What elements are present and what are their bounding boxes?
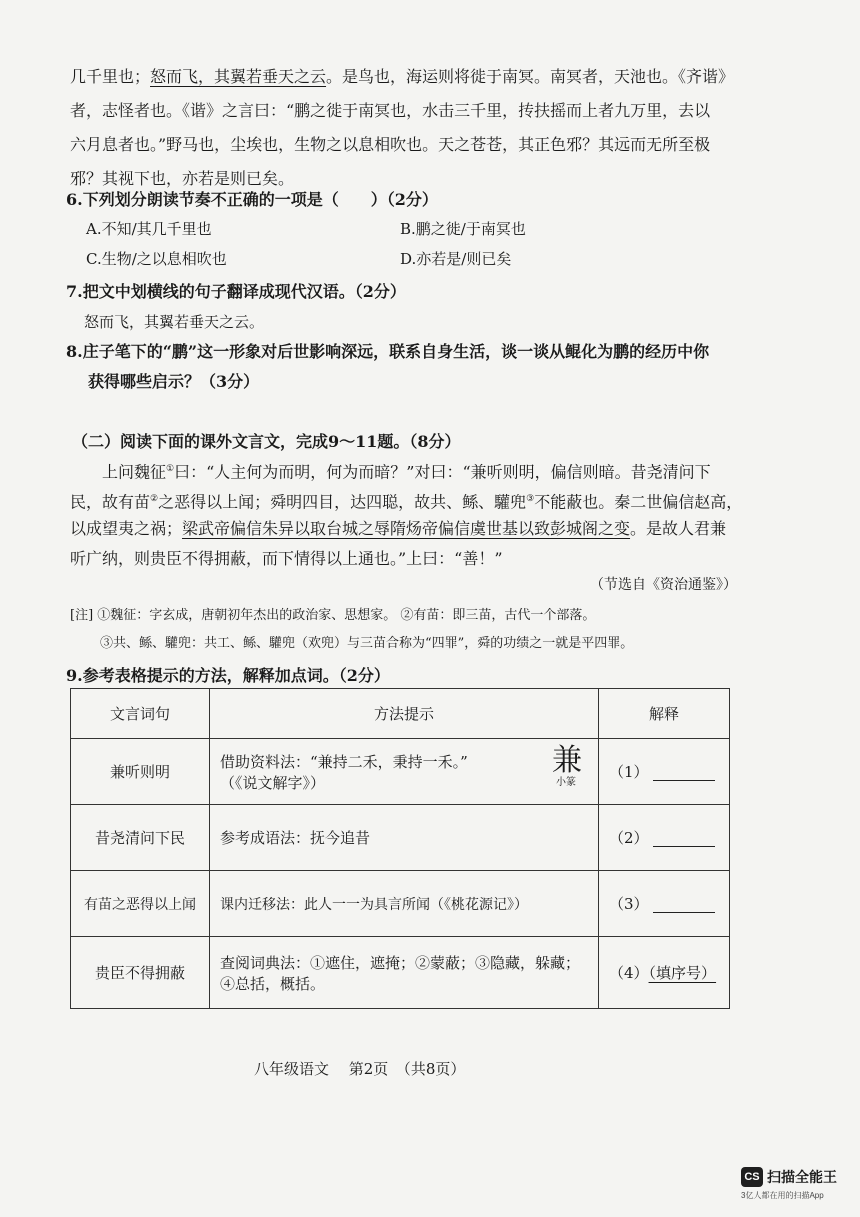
term-cell: 昔尧清问下民 <box>71 805 210 871</box>
question-7-stem: 7.把文中划横线的句子翻译成现代汉语。（2分） <box>66 282 406 301</box>
method-table <box>70 688 730 1009</box>
section2-line-3 <box>70 514 800 544</box>
page-footer: 八年级语文 第2页 （共8页） <box>254 1060 466 1078</box>
question-8-line-2: 获得哪些启示？（3分） <box>88 372 260 391</box>
q6-option-b: B.鹏之徙/于南冥也 <box>400 220 526 238</box>
footnote-1: [注] ①魏征：字玄成，唐朝初年杰出的政治家、思想家。 ②有苗：即三苗，古代一个部落。 <box>70 608 596 623</box>
passage-line-4: 邪？其视下也，亦若是则已矣。 <box>70 169 295 188</box>
source-citation: （节选自《资治通鉴》） <box>590 577 737 593</box>
q6-option-a: A.不知/其几千里也 <box>86 220 212 238</box>
answer-cell <box>599 805 730 871</box>
term-cell: 兼听则明 <box>71 739 210 805</box>
section2-line-1 <box>102 454 802 487</box>
hint-cell <box>210 739 599 805</box>
question-9-stem: 9.参考表格提示的方法，解释加点词。（2分） <box>66 666 390 685</box>
table-header-row <box>71 689 730 739</box>
term-cell: 贵臣不得拥蔽 <box>71 937 210 1009</box>
header-method: 方法提示 <box>210 689 599 739</box>
question-8-line-1: 8.庄子笔下的“鹏”这一形象对后世影响深远，联系自身生活，谈一谈从鲲化为鹏的经历中你 <box>66 342 710 361</box>
footnote-mark: ② <box>150 494 159 504</box>
seal-script-image <box>552 745 580 789</box>
hint-cell <box>210 937 599 1009</box>
text: 。是故人君兼 <box>630 519 727 538</box>
hint-text-2: ④总括，概括。 <box>220 974 326 993</box>
question-6-stem: 6.下列划分朗读节奏不正确的一项是（ ）（2分） <box>66 190 438 209</box>
term-cell: 有苗之恶得以上闻 <box>71 871 210 937</box>
text: 曰：“人主何为而明，何为而暗？”对曰：“兼听则明，偏信则暗。昔尧清问下 <box>174 462 711 482</box>
footnote-mark: ③ <box>526 494 535 504</box>
hint-text: 借助资料法：“兼持二禾，秉持一禾。” <box>220 752 468 771</box>
q6-option-d: D.亦若是/则已矣 <box>400 250 512 268</box>
section2-line-2 <box>70 484 800 517</box>
table-row <box>71 871 730 937</box>
hint-cell: 课内迁移法：此人一一为具言所闻（《桃花源记》） <box>210 871 599 937</box>
answer-hint[interactable]: （填序号） <box>648 964 717 982</box>
text: 之恶得以上闻；舜明四目，达四聪，故共、鲧、驩兜 <box>158 492 527 512</box>
cs-logo-icon: CS <box>741 1167 763 1187</box>
answer-cell <box>599 937 730 1009</box>
hint-cell: 参考成语法：抚今追昔 <box>210 805 599 871</box>
answer-cell <box>599 739 730 805</box>
footnote-mark: ① <box>166 464 175 474</box>
passage-text: 。是鸟也，海运则将徙于南冥。南冥者，天池也。《齐谐》 <box>326 67 735 86</box>
text: 不能蔽也。秦二世偏信赵高， <box>534 492 743 512</box>
section-2-heading: （二）阅读下面的课外文言文，完成9～11题。（8分） <box>72 432 461 451</box>
seal-glyph: 兼 <box>552 743 580 778</box>
underlined-sentence: 怒而飞，其翼若垂天之云 <box>150 67 327 86</box>
section2-line-4: 听广纳，则贵臣不得拥蔽，而下情得以上通也。”上曰：“善！” <box>70 549 503 568</box>
answer-blank[interactable] <box>653 898 715 913</box>
table-row <box>71 739 730 805</box>
table-row <box>71 937 730 1009</box>
scanner-tagline: 3亿人都在用的扫描App <box>741 1190 824 1200</box>
underlined-sentence: 梁武帝偏信朱异以取台城之辱隋炀帝偏信虞世基以致彭城阁之变 <box>182 519 631 538</box>
passage-line-2: 者，志怪者也。《谐》之言曰：“鹏之徙于南冥也，水击三千里，抟扶摇而上者九万里，去以 <box>70 101 711 120</box>
table-row <box>71 805 730 871</box>
text: 以成望夷之祸； <box>70 519 183 538</box>
answer-blank[interactable] <box>653 832 715 847</box>
seal-label: 小篆 <box>556 777 576 788</box>
hint-text-2: （《说文解字》） <box>220 773 326 792</box>
text: 民，故有苗 <box>70 492 151 512</box>
answer-cell <box>599 871 730 937</box>
scanner-watermark <box>741 1166 837 1201</box>
answer-number: （2） <box>609 829 649 847</box>
passage-text: 几千里也； <box>70 67 151 86</box>
scanner-name: 扫描全能王 <box>767 1168 837 1185</box>
header-explanation: 解释 <box>599 689 730 739</box>
passage-line-3: 六月息者也。”野马也，尘埃也，生物之以息相吹也。天之苍苍，其正色邪？其远而无所至极 <box>70 135 711 154</box>
header-term: 文言词句 <box>71 689 210 739</box>
answer-number: （1） <box>609 763 649 781</box>
passage-line-1 <box>70 62 800 92</box>
q7-sentence: 怒而飞，其翼若垂天之云。 <box>84 313 265 331</box>
text: 上问魏征 <box>102 462 167 482</box>
answer-number: （3） <box>609 895 649 913</box>
hint-text: 查阅词典法：①遮住，遮掩；②蒙蔽；③隐藏，躲藏； <box>220 953 581 972</box>
answer-number: （4） <box>609 964 649 982</box>
footnote-2: ③共、鲧、驩兜：共工、鲧、驩兜（欢兜）与三苗合称为“四罪”，舜的功绩之一就是平四罪。 <box>100 636 634 651</box>
answer-blank[interactable] <box>653 766 715 781</box>
q6-option-c: C.生物/之以息相吹也 <box>86 250 227 268</box>
